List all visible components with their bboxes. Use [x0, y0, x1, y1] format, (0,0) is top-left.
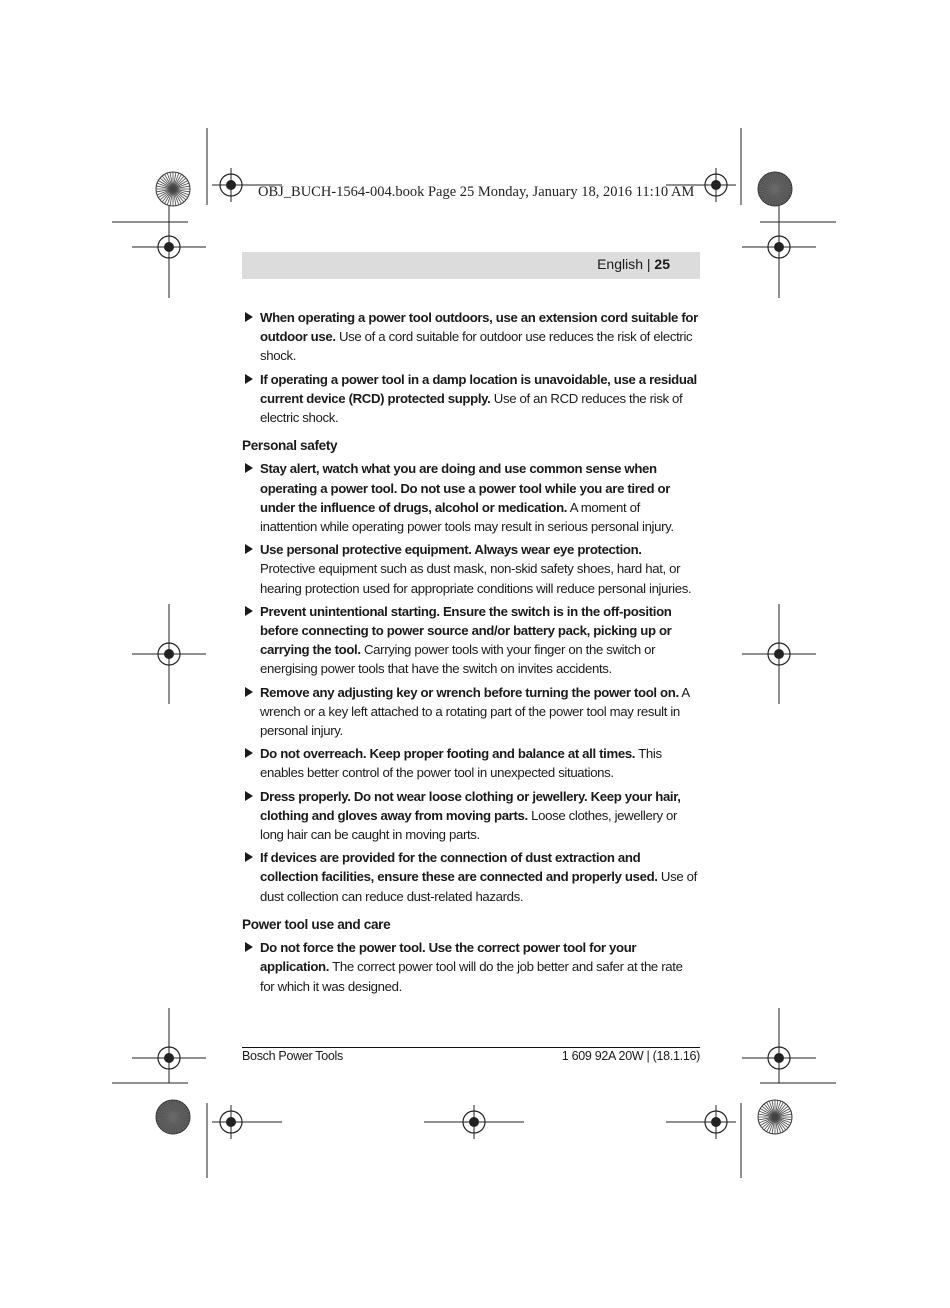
bullet-triangle-icon: [245, 748, 253, 758]
item-text: Loose clothes, jewellery or long hair can be caught in moving parts.: [260, 807, 678, 843]
item-text: This enables better control of the power tool in unexpected situations.: [260, 746, 662, 781]
section-heading: Personal safety: [242, 438, 338, 454]
footer-doc-id: 1 609 92A 20W | (18.1.16): [561, 1049, 700, 1063]
bullet-triangle-icon: [245, 687, 253, 697]
list-item: [242, 787, 700, 845]
list-item: [242, 848, 700, 906]
page-number: 25: [654, 256, 670, 272]
bullet-triangle-icon: [245, 791, 253, 801]
item-bold-text: Use personal protective equipment. Always wear eye protection.: [260, 542, 642, 558]
item-text: Protective equipment such as dust mask, non-skid safety shoes, hard hat, or hearing protection used for appropriate conditions will reduce personal injuries.: [260, 561, 692, 596]
bullet-triangle-icon: [245, 852, 253, 862]
section-heading: Power tool use and care: [242, 916, 391, 932]
item-bold-text: Dress properly. Do not wear loose clothing or jewellery. Keep your hair, clothing and gloves away from moving parts.: [260, 788, 681, 823]
item-text: Use of a cord suitable for outdoor use reduces the risk of electric shock.: [260, 329, 693, 364]
page-body: [242, 308, 700, 1000]
item-bold-text: Stay alert, watch what you are doing and use common sense when operating a power tool. Do not use a power tool while you are tired or under the influence of drugs, alcohol or medication.: [260, 461, 670, 515]
list-item: [242, 308, 700, 366]
item-bold-text: Do not overreach. Keep proper footing and balance at all times.: [260, 746, 636, 762]
footer-rule: [242, 1047, 700, 1048]
item-bold-text: Prevent unintentional starting. Ensure the switch is in the off-position before connecting to power source and/or battery pack, picking up or carrying the tool.: [260, 603, 672, 658]
list-item: [242, 938, 700, 996]
list-item: [242, 602, 700, 679]
item-bold-text: When operating a power tool outdoors, use an extension cord suitable for outdoor use.: [260, 310, 698, 345]
list-item: [242, 459, 700, 536]
footer-publisher: Bosch Power Tools: [242, 1049, 343, 1063]
bullet-triangle-icon: [245, 463, 253, 473]
item-bold-text: If operating a power tool in a damp location is unavoidable, use a residual current device (RCD) protected supply.: [260, 371, 697, 406]
item-text: The correct power tool will do the job better and safer at the rate for which it was designed.: [260, 959, 683, 994]
item-bold-text: Remove any adjusting key or wrench before turning the power tool on.: [260, 684, 679, 700]
bullet-triangle-icon: [245, 312, 253, 322]
header-label: English | 25: [597, 256, 670, 272]
list-item: [242, 683, 700, 741]
bullet-triangle-icon: [245, 942, 253, 952]
item-text: Use of dust collection can reduce dust-related hazards.: [260, 869, 697, 904]
item-text: Carrying power tools with your finger on the switch or energising power tools that have the switch on invites accidents.: [260, 642, 656, 677]
header-language: English: [597, 256, 643, 272]
item-text: A wrench or a key left attached to a rotating part of the power tool may result in personal injury.: [260, 684, 690, 739]
bullet-triangle-icon: [245, 544, 253, 554]
bullet-triangle-icon: [245, 374, 253, 384]
bullet-triangle-icon: [245, 606, 253, 616]
print-slug: OBJ_BUCH-1564-004.book Page 25 Monday, January 18, 2016 11:10 AM: [258, 184, 695, 200]
item-text: A moment of inattention while operating power tools may result in serious personal injury.: [260, 499, 674, 535]
item-bold-text: Do not force the power tool. Use the correct power tool for your application.: [260, 940, 637, 975]
item-bold-text: If devices are provided for the connection of dust extraction and collection facilities, ensure these are connected and properly used.: [260, 850, 658, 885]
list-item: [242, 744, 700, 782]
page-header: [242, 252, 700, 279]
item-text: Use of an RCD reduces the risk of electric shock.: [260, 390, 683, 426]
list-item: [242, 540, 700, 598]
list-item: [242, 370, 700, 428]
